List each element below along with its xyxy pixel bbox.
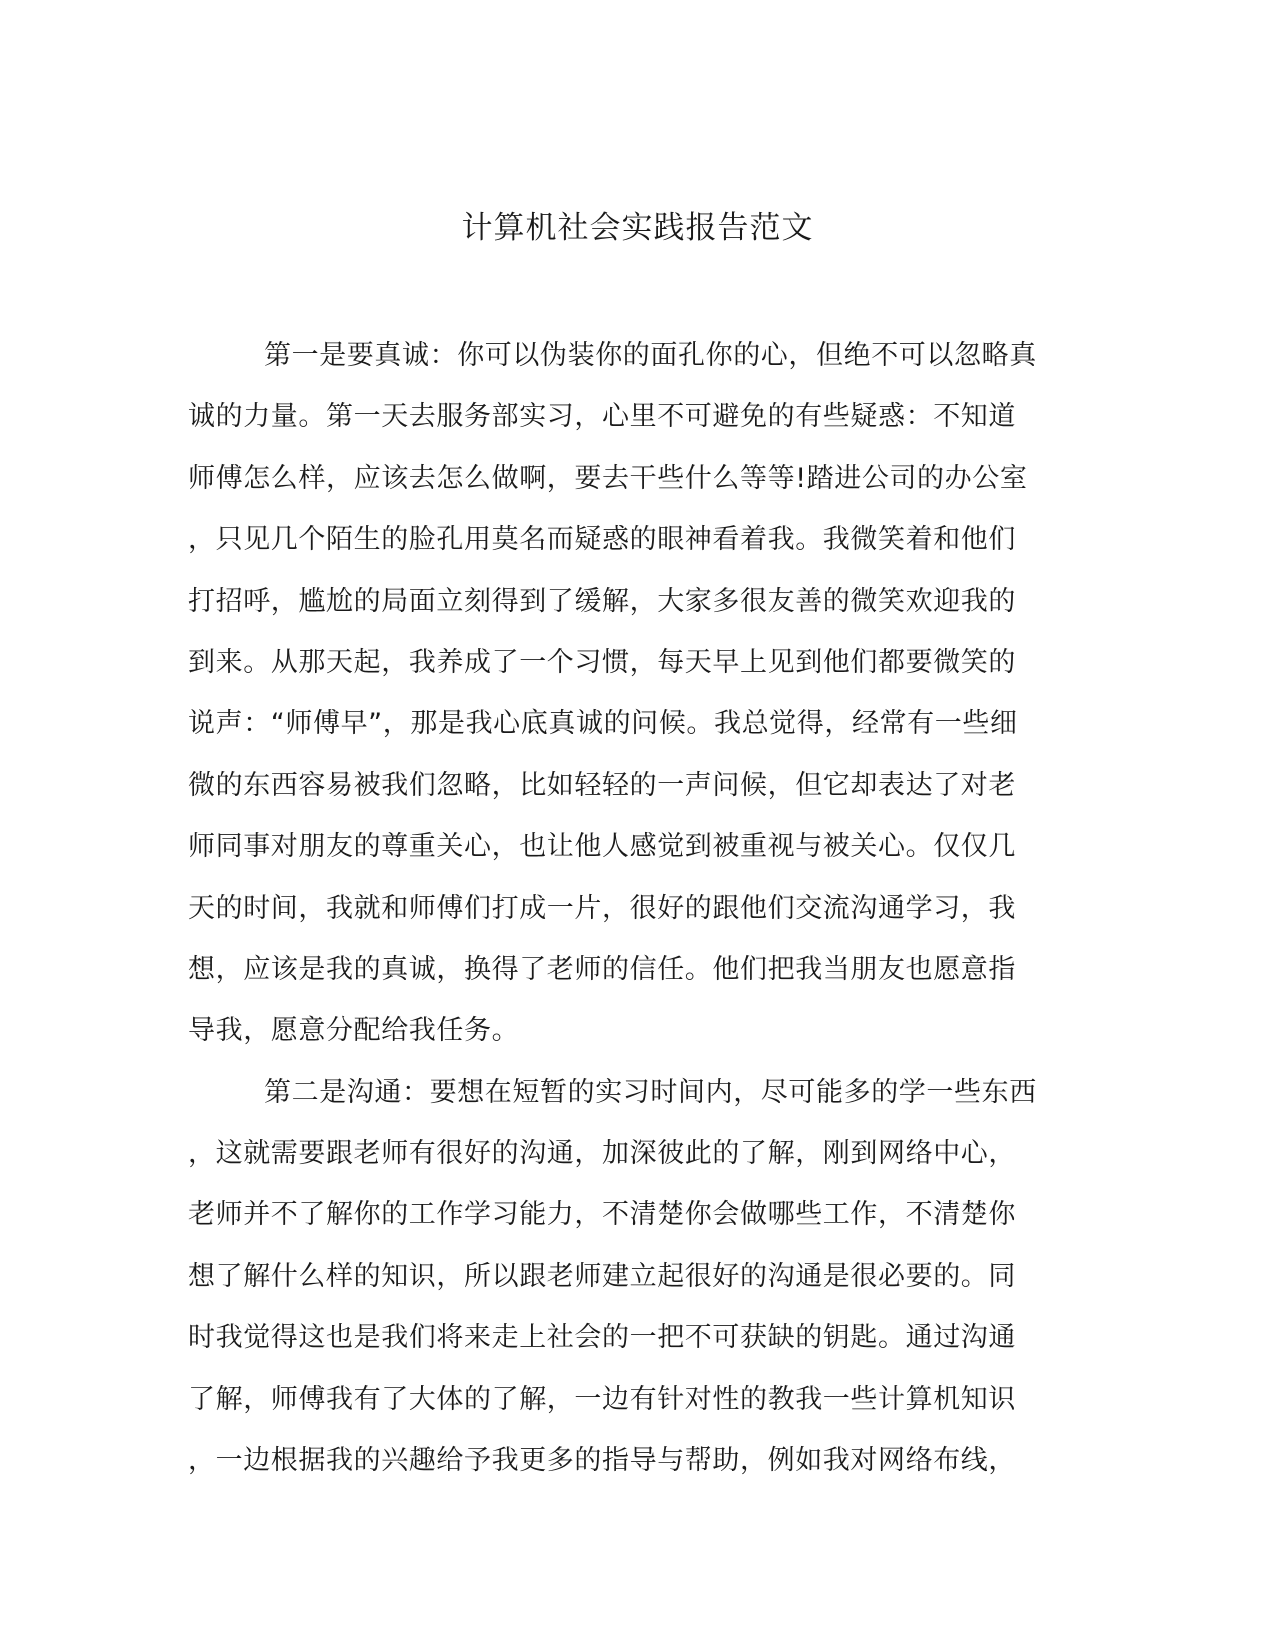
- document-body: [188, 325, 1068, 1491]
- text-line: ，一边根据我的兴趣给予我更多的指导与帮助，例如我对网络布线，: [188, 1445, 1016, 1477]
- text-line: ，只见几个陌生的脸孔用莫名而疑惑的眼神看着我。我微笑着和他们: [188, 524, 1016, 556]
- text-line: 师傅怎么样，应该去怎么做啊，要去干些什么等等!踏进公司的办公室: [188, 462, 1028, 494]
- text-line: 诚的力量。第一天去服务部实习，心里不可避免的有些疑惑：不知道: [188, 401, 1016, 433]
- text-line: 想，应该是我的真诚，换得了老师的信任。他们把我当朋友也愿意指: [188, 953, 1016, 985]
- text-line: ，这就需要跟老师有很好的沟通，加深彼此的了解，刚到网络中心，: [188, 1138, 1016, 1170]
- text-line: 导我，愿意分配给我任务。: [188, 1015, 520, 1047]
- paragraph-1: [188, 325, 1068, 1062]
- text-line: 第一是要真诚：你可以伪装你的面孔你的心，但绝不可以忽略真: [264, 340, 1037, 371]
- text-line: 到来。从那天起，我养成了一个习惯，每天早上见到他们都要微笑的: [188, 646, 1016, 678]
- text-line: 老师并不了解你的工作学习能力，不清楚你会做哪些工作，不清楚你: [188, 1199, 1016, 1231]
- text-line: 时我觉得这也是我们将来走上社会的一把不可获缺的钥匙。通过沟通: [188, 1322, 1016, 1354]
- text-line: 了解，师傅我有了大体的了解，一边有针对性的教我一些计算机知识: [188, 1383, 1016, 1415]
- text-line: 第二是沟通：要想在短暂的实习时间内，尽可能多的学一些东西: [264, 1076, 1037, 1108]
- text-line: 想了解什么样的知识，所以跟老师建立起很好的沟通是很必要的。同: [188, 1260, 1016, 1292]
- document-title: 计算机社会实践报告范文: [461, 210, 814, 246]
- text-line: 打招呼，尴尬的局面立刻得到了缓解，大家多很友善的微笑欢迎我的: [188, 585, 1016, 617]
- text-line: 天的时间，我就和师傅们打成一片，很好的跟他们交流沟通学习，我: [188, 892, 1016, 924]
- text-line: 微的东西容易被我们忽略，比如轻轻的一声问候，但它却表达了对老: [188, 769, 1016, 801]
- text-line: 师同事对朋友的尊重关心，也让他人感觉到被重视与被关心。仅仅几: [188, 831, 1016, 863]
- text-line: 说声：“师傅早”，那是我心底真诚的问候。我总觉得，经常有一些细: [188, 708, 1018, 740]
- paragraph-2: [188, 1062, 1068, 1492]
